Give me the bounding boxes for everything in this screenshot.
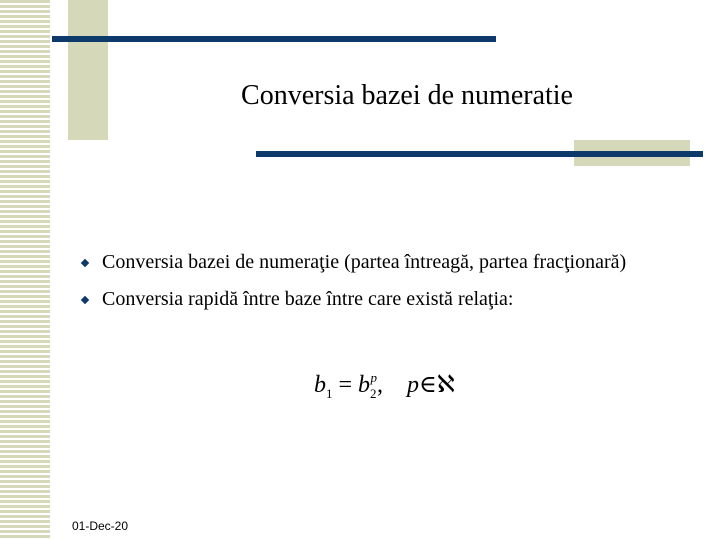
bullet-text: Conversia bazei de numeraţie (partea întreagă, partea fracţionară) — [102, 251, 627, 273]
formula — [314, 360, 464, 401]
formula-equals: = — [338, 372, 353, 398]
bullet-item — [96, 250, 636, 275]
formula-var-b1: b — [314, 372, 326, 398]
formula-comma: , — [377, 372, 384, 398]
formula-exponent: p — [370, 370, 378, 385]
formula-var-b2: b — [358, 372, 371, 398]
title-bar-top — [52, 36, 496, 42]
diamond-bullet-icon — [81, 296, 89, 304]
diamond-bullet-icon — [81, 259, 89, 267]
left-stripe-decoration — [0, 0, 50, 540]
formula-element-of: ∈ — [419, 372, 437, 398]
slide-title: Conversia bazei de numeratie — [241, 80, 573, 111]
bullet-text: Conversia rapidă între baze între care există relaţia: — [102, 288, 514, 310]
formula-sub-2: 2 — [370, 386, 377, 401]
bullet-list — [96, 250, 636, 324]
title-bar-bottom — [256, 151, 703, 157]
formula-aleph: ℵ — [436, 372, 455, 398]
title-decor-block-left — [68, 0, 108, 140]
formula-sub-1: 1 — [326, 386, 333, 401]
formula-var-p: p — [407, 372, 420, 398]
footer-date: 01-Dec-20 — [72, 519, 129, 533]
bullet-item — [96, 287, 636, 312]
